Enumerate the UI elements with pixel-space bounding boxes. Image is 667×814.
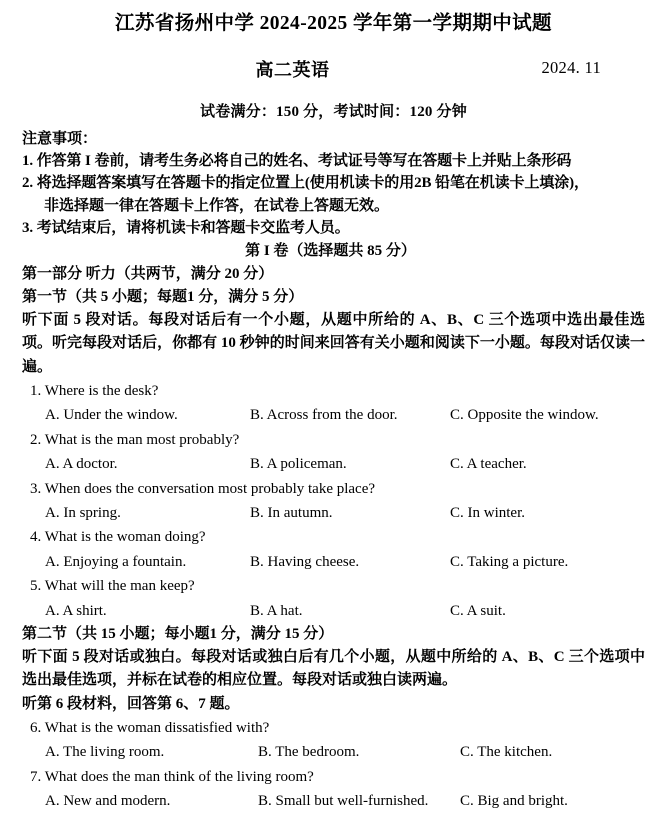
page-title: 江苏省扬州中学 2024-2025 学年第一学期期中试题 [115, 13, 552, 34]
question-options [22, 789, 645, 813]
section-one-heading: 第一节（共 5 小题；每题1 分，满分 5 分） [22, 288, 304, 305]
question-text: 4. What is the woman doing? [30, 529, 206, 546]
option-c[interactable]: C. Opposite the window. [450, 407, 599, 424]
option-b[interactable]: B. Across from the door. [250, 407, 398, 424]
option-c[interactable]: C. In winter. [450, 505, 525, 521]
option-b[interactable]: B. A policeman. [250, 456, 347, 473]
section-two-instruction: 听下面 5 段对话或独白。每段对话或独白后有几个小题，从题中所给的 A、B、C 三个选项中选出最佳选项，并标在试卷的相应位置。每段对话或独白读两遍。 [22, 648, 645, 689]
part-one-heading: 第一部分 听力（共两节，满分 20 分） [22, 265, 274, 282]
notice-block [22, 128, 645, 240]
question-text: 6. What is the woman dissatisfied with? [30, 719, 270, 736]
question-text: 5. What will the man keep? [30, 578, 195, 595]
question-7 [22, 765, 645, 814]
question-options [22, 550, 645, 574]
option-c[interactable]: C. A suit. [450, 602, 506, 619]
question-text: 3. When does the conversation most probably take place? [30, 480, 376, 497]
subject-title: 高二英语 [255, 59, 330, 80]
option-c[interactable]: C. A teacher. [450, 456, 527, 473]
option-c[interactable]: C. Big and bright. [460, 793, 568, 810]
section-two-heading: 第二节（共 15 小题；每小题1 分，满分 15 分） [22, 625, 334, 642]
option-a[interactable]: A. Enjoying a fountain. [45, 553, 187, 570]
option-b[interactable]: B. The bedroom. [258, 744, 360, 761]
notice-title: 注意事项： [22, 130, 98, 147]
question-text: 7. What does the man think of the living room? [30, 768, 314, 785]
question-text: 1. Where is the desk? [30, 383, 159, 399]
question-options [22, 599, 645, 623]
question-2 [22, 428, 645, 477]
option-b[interactable]: B. Having cheese. [250, 553, 360, 570]
option-a[interactable]: A. A doctor. [45, 456, 118, 473]
notice-item-2: 2. 将选择题答案填写在答题卡的指定位置上(使用机读卡的用2B 铅笔在机读卡上填涂)， [22, 175, 589, 191]
paper-part-heading: 第 I 卷（选择题共 85 分） [245, 242, 416, 259]
exam-date: 2024. 11 [541, 57, 601, 77]
option-b[interactable]: B. In autumn. [250, 505, 333, 521]
option-a[interactable]: A. New and modern. [45, 793, 171, 810]
subtitle-row [22, 56, 645, 86]
question-options [22, 452, 645, 476]
question-3 [22, 477, 645, 526]
notice-item-2-continued: 非选择题一律在答题卡上作答，在试卷上答题无效。 [44, 197, 390, 214]
option-a[interactable]: A. In spring. [45, 505, 121, 521]
option-c[interactable]: C. The kitchen. [460, 744, 553, 761]
section-one-instruction: 听下面 5 段对话。每段对话后有一个小题，从题中所给的 A、B、C 三个选项中选出最佳选项。听完每段对话后，你都有 10 秒钟的时间来回答有关小题和阅读下一小题。每段对话仅读一遍。 [22, 311, 645, 375]
notice-item-3: 3. 考试结束后，请将机读卡和答题卡交监考人员。 [22, 220, 350, 236]
question-options [22, 403, 645, 427]
question-options [22, 501, 645, 525]
question-1 [22, 379, 645, 428]
question-6 [22, 716, 645, 765]
question-4 [22, 525, 645, 574]
option-b[interactable]: B. A hat. [250, 602, 303, 619]
question-5 [22, 574, 645, 623]
score-and-time-line: 试卷满分：150 分，考试时间：120 分钟 [200, 103, 467, 120]
option-a[interactable]: A. A shirt. [45, 602, 107, 619]
question-text: 2. What is the man most probably? [30, 431, 240, 448]
question-options [22, 740, 645, 764]
option-b[interactable]: B. Small but well-furnished. [258, 793, 429, 810]
notice-item-1: 1. 作答第 I 卷前，请考生务必将自己的姓名、考试证号等写在答题卡上并贴上条形码 [22, 152, 572, 169]
option-c[interactable]: C. Taking a picture. [450, 553, 569, 570]
material-6-cue: 听第 6 段材料，回答第 6、7 题。 [22, 695, 240, 712]
option-a[interactable]: A. Under the window. [45, 407, 178, 424]
option-a[interactable]: A. The living room. [45, 744, 165, 761]
